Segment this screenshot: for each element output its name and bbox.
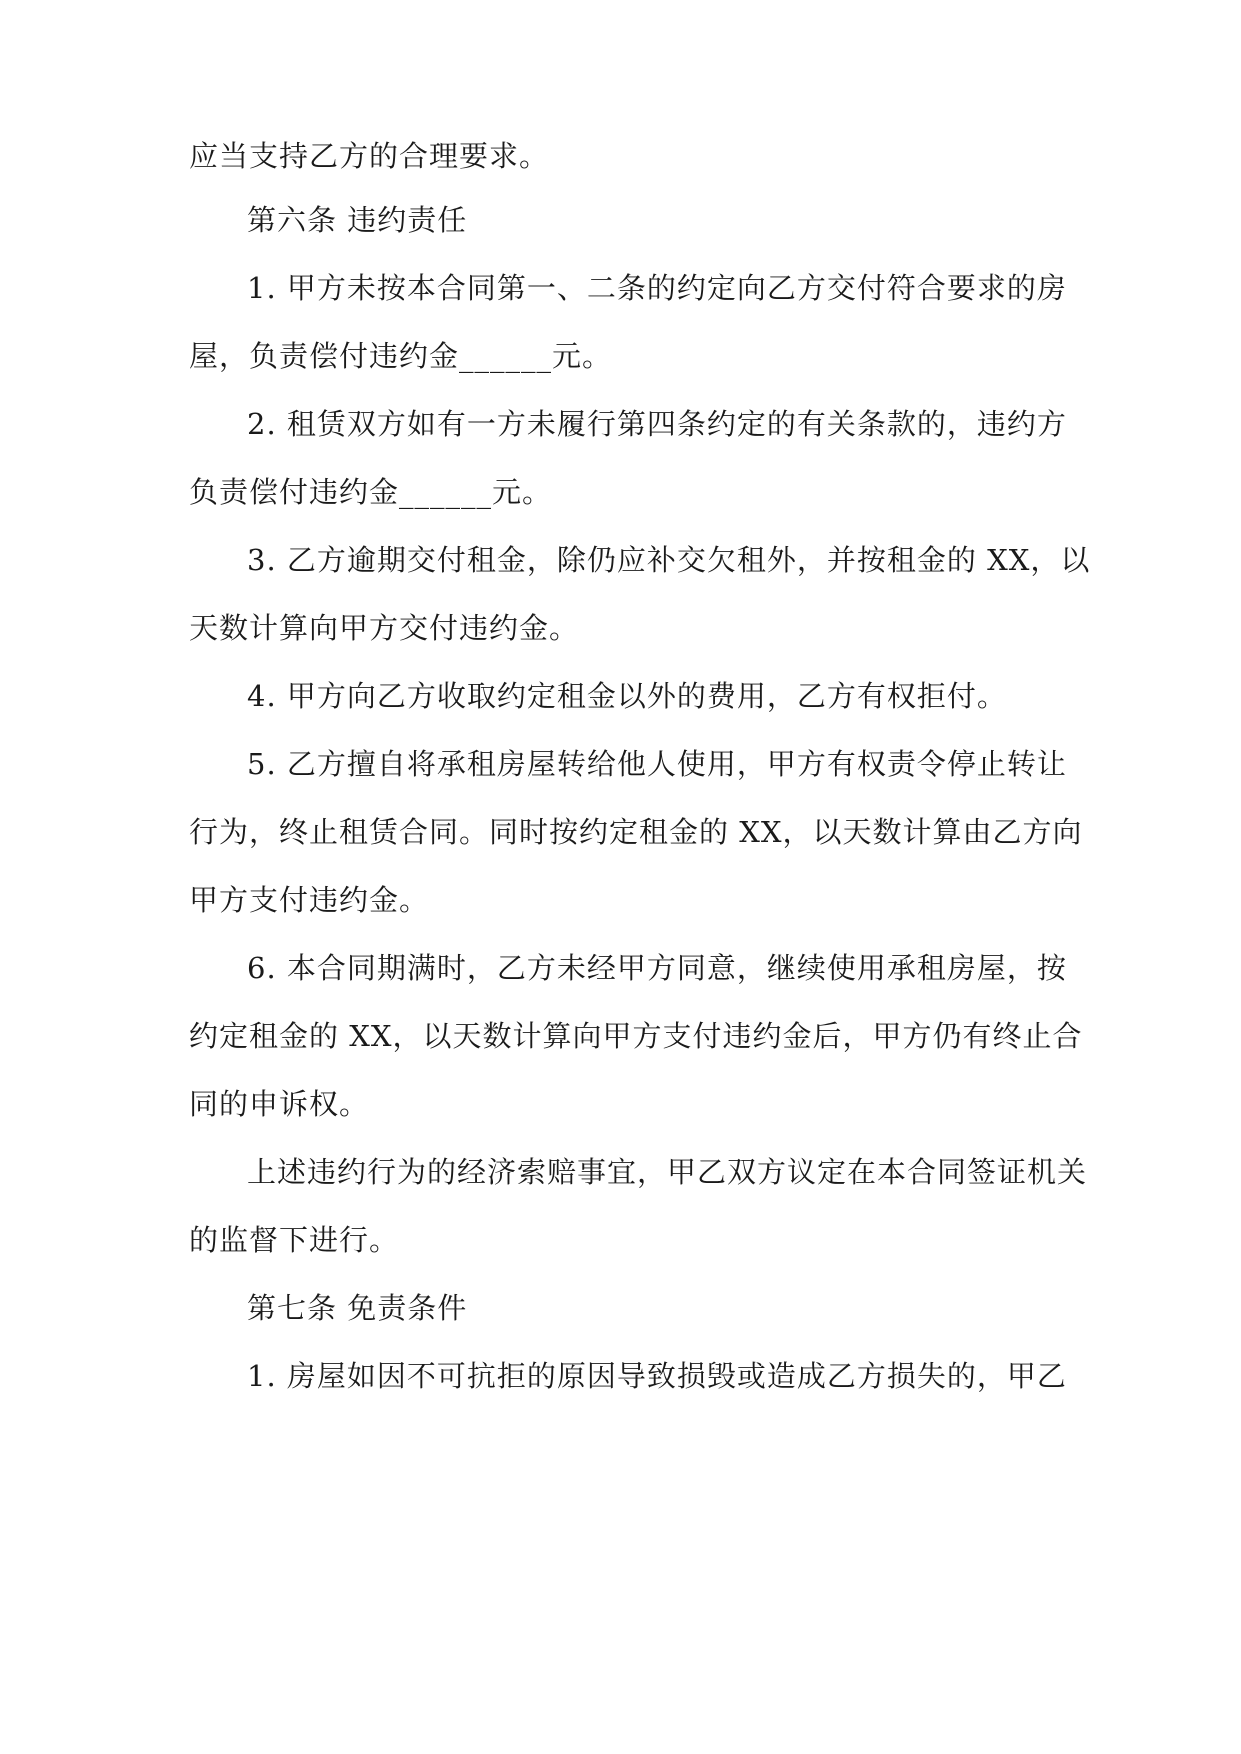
clause-6-6-line-1: 6. 本合同期满时，乙方未经甲方同意，继续使用承租房屋，按 (247, 951, 1067, 985)
clause-6-6-line-3: 同的申诉权。 (189, 1087, 370, 1121)
clause-7-1-line-1: 1. 房屋如因不可抗拒的原因导致损毁或造成乙方损失的，甲乙 (247, 1359, 1067, 1393)
clause-6-4-line-1: 4. 甲方向乙方收取约定租金以外的费用，乙方有权拒付。 (247, 679, 1007, 713)
section-heading-article-6: 第六条 违约责任 (247, 203, 468, 237)
summary-paragraph-line-2: 的监督下进行。 (189, 1223, 400, 1257)
clause-6-1-line-1: 1. 甲方未按本合同第一、二条的约定向乙方交付符合要求的房 (247, 271, 1067, 305)
clause-6-2-line-2: 负责偿付违约金______元。 (189, 475, 553, 509)
clause-6-6-line-2: 约定租金的 XX，以天数计算向甲方支付违约金后，甲方仍有终止合 (189, 1019, 1083, 1053)
clause-6-3-line-1: 3. 乙方逾期交付租金，除仍应补交欠租外，并按租金的 XX，以 (247, 543, 1091, 577)
clause-6-1-line-2: 屋，负责偿付违约金______元。 (189, 339, 613, 373)
clause-6-3-line-2: 天数计算向甲方交付违约金。 (189, 611, 580, 645)
clause-6-5-line-2: 行为，终止租赁合同。同时按约定租金的 XX，以天数计算由乙方向 (189, 815, 1083, 849)
clause-6-5-line-3: 甲方支付违约金。 (189, 883, 430, 917)
paragraph-line-continuation: 应当支持乙方的合理要求。 (189, 139, 550, 173)
section-heading-article-7: 第七条 免责条件 (247, 1291, 468, 1325)
clause-6-2-line-1: 2. 租赁双方如有一方未履行第四条约定的有关条款的，违约方 (247, 407, 1067, 441)
clause-6-5-line-1: 5. 乙方擅自将承租房屋转给他人使用，甲方有权责令停止转让 (247, 747, 1067, 781)
summary-paragraph-line-1: 上述违约行为的经济索赔事宜，甲乙双方议定在本合同签证机关 (247, 1155, 1088, 1189)
